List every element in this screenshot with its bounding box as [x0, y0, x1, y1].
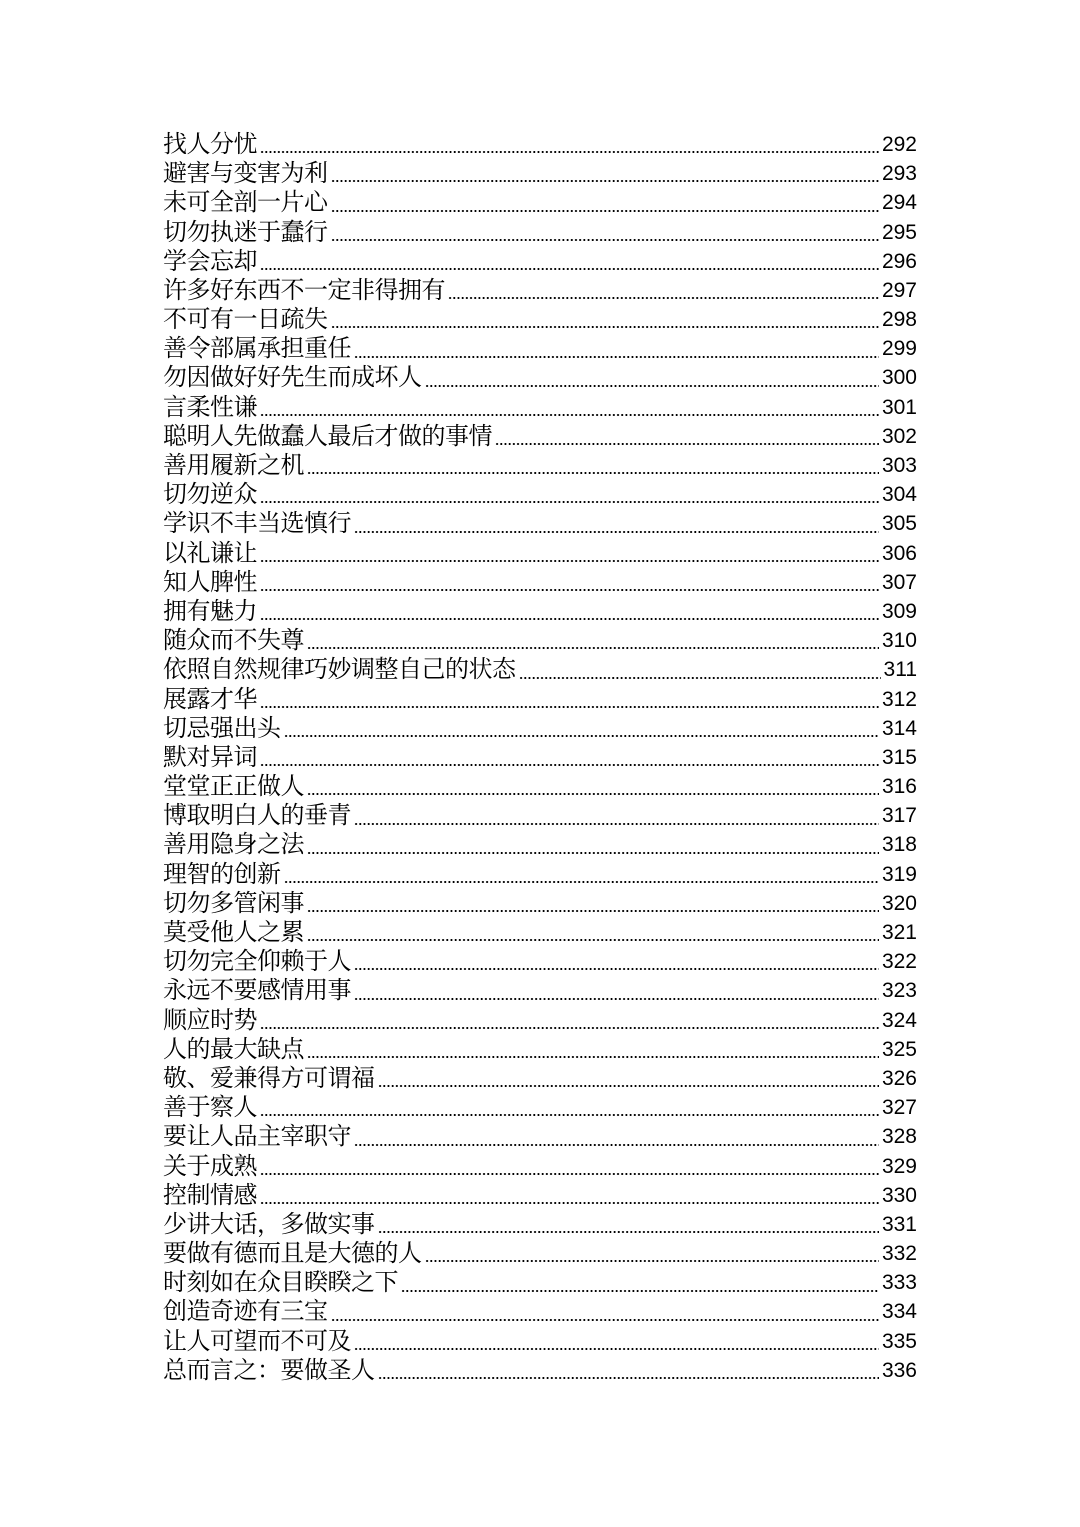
toc-entry-title: 少讲大话，多做实事: [163, 1209, 375, 1238]
toc-entry[interactable]: [163, 831, 917, 860]
toc-entry-title: 聪明人先做蠢人最后才做的事情: [163, 421, 492, 450]
toc-entry-title: 善令部属承担重任: [163, 334, 351, 363]
table-of-contents: [163, 130, 917, 1385]
dot-leader: [378, 1214, 879, 1234]
toc-entry-title: 莫受他人之累: [163, 918, 304, 947]
toc-entry-title: 许多好东西不一定非得拥有: [163, 275, 445, 304]
toc-entry-title: 控制情感: [163, 1180, 257, 1209]
toc-entry-page-number: 330: [881, 1183, 917, 1207]
toc-entry-title: 顺应时势: [163, 1005, 257, 1034]
toc-entry-title: 学识不丰当选慎行: [163, 509, 351, 538]
toc-entry-page-number: 312: [881, 687, 917, 711]
toc-entry[interactable]: [163, 364, 917, 393]
dot-leader: [425, 368, 879, 388]
toc-entry-page-number: 329: [881, 1154, 917, 1178]
dot-leader: [260, 251, 879, 271]
dot-leader: [331, 222, 879, 242]
toc-entry-page-number: 321: [881, 921, 917, 945]
toc-entry-page-number: 320: [881, 891, 917, 915]
toc-entry-title: 避害与变害为利: [163, 159, 328, 188]
toc-entry-title: 要做有德而且是大德的人: [163, 1239, 422, 1268]
toc-entry[interactable]: [163, 1064, 917, 1093]
toc-entry-page-number: 303: [881, 454, 917, 478]
toc-entry-title: 言柔性谦: [163, 392, 257, 421]
toc-entry[interactable]: [163, 218, 917, 247]
toc-entry-title: 敬、爱兼得方可谓福: [163, 1063, 375, 1092]
toc-entry-page-number: 323: [881, 979, 917, 1003]
toc-entry[interactable]: [163, 276, 917, 305]
dot-leader: [260, 543, 879, 563]
dot-leader: [425, 1243, 879, 1263]
toc-entry[interactable]: [163, 480, 917, 509]
toc-entry-title: 切勿多管闲事: [163, 888, 304, 917]
dot-leader: [354, 951, 879, 971]
toc-entry[interactable]: [163, 1239, 917, 1268]
toc-entry-title: 永远不要感情用事: [163, 976, 351, 1005]
toc-entry[interactable]: [163, 918, 917, 947]
toc-entry-title: 展露才华: [163, 684, 257, 713]
toc-entry-title: 以礼谦让: [163, 538, 257, 567]
toc-entry[interactable]: [163, 422, 917, 451]
dot-leader: [260, 484, 879, 504]
toc-entry[interactable]: [163, 539, 917, 568]
toc-entry[interactable]: [163, 1152, 917, 1181]
toc-entry[interactable]: [163, 772, 917, 801]
toc-entry-page-number: 309: [881, 599, 917, 623]
toc-entry[interactable]: [163, 1093, 917, 1122]
dot-leader: [260, 1010, 879, 1030]
dot-leader: [260, 601, 879, 621]
toc-entry-page-number: 292: [881, 132, 917, 156]
toc-entry-title: 随众而不失尊: [163, 626, 304, 655]
toc-entry[interactable]: [163, 947, 917, 976]
toc-entry[interactable]: [163, 451, 917, 480]
toc-entry-title: 善于察人: [163, 1093, 257, 1122]
toc-entry-page-number: 310: [881, 629, 917, 653]
toc-entry-title: 善用隐身之法: [163, 830, 304, 859]
toc-entry-title: 依照自然规律巧妙调整自己的状态: [163, 655, 516, 684]
dot-leader: [260, 572, 879, 592]
toc-entry-page-number: 300: [881, 366, 917, 390]
toc-entry-page-number: 311: [883, 658, 917, 682]
dot-leader: [354, 806, 879, 826]
toc-entry-page-number: 306: [881, 541, 917, 565]
toc-entry-title: 勿因做好好先生而成坏人: [163, 363, 422, 392]
toc-entry-page-number: 333: [881, 1271, 917, 1295]
toc-entry-title: 人的最大缺点: [163, 1034, 304, 1063]
toc-entry-title: 博取明白人的垂青: [163, 801, 351, 830]
dot-leader: [331, 1302, 879, 1322]
toc-entry-page-number: 319: [881, 862, 917, 886]
toc-entry[interactable]: [163, 597, 917, 626]
dot-leader: [331, 163, 879, 183]
toc-entry[interactable]: [163, 714, 917, 743]
toc-entry-title: 总而言之：要做圣人: [163, 1355, 375, 1384]
toc-entry-title: 知人脾性: [163, 567, 257, 596]
toc-entry-title: 找人分忧: [163, 129, 257, 158]
dot-leader: [354, 981, 879, 1001]
dot-leader: [307, 455, 879, 475]
dot-leader: [307, 835, 879, 855]
toc-entry-title: 理智的创新: [163, 859, 281, 888]
toc-entry-page-number: 295: [881, 220, 917, 244]
toc-entry-title: 切勿完全仰赖于人: [163, 947, 351, 976]
toc-entry[interactable]: [163, 860, 917, 889]
toc-entry-title: 拥有魅力: [163, 596, 257, 625]
toc-entry[interactable]: [163, 889, 917, 918]
dot-leader: [260, 397, 879, 417]
toc-entry[interactable]: [163, 130, 917, 159]
toc-entry-title: 不可有一日疏失: [163, 305, 328, 334]
toc-entry-page-number: 299: [881, 337, 917, 361]
dot-leader: [495, 426, 879, 446]
toc-entry-title: 要让人品主宰职守: [163, 1122, 351, 1151]
dot-leader: [284, 718, 879, 738]
toc-entry-page-number: 293: [881, 162, 917, 186]
toc-entry-page-number: 335: [881, 1329, 917, 1353]
toc-entry[interactable]: [163, 1122, 917, 1151]
dot-leader: [331, 193, 879, 213]
dot-leader: [260, 1156, 879, 1176]
toc-entry[interactable]: [163, 655, 917, 684]
dot-leader: [307, 1039, 879, 1059]
toc-entry-page-number: 294: [881, 191, 917, 215]
toc-entry[interactable]: [163, 626, 917, 655]
toc-entry-page-number: 336: [881, 1358, 917, 1382]
toc-entry[interactable]: [163, 1210, 917, 1239]
toc-entry[interactable]: [163, 685, 917, 714]
toc-entry[interactable]: [163, 393, 917, 422]
toc-entry[interactable]: [163, 1268, 917, 1297]
dot-leader: [354, 1127, 879, 1147]
toc-entry-page-number: 325: [881, 1037, 917, 1061]
toc-entry-page-number: 307: [881, 570, 917, 594]
toc-entry[interactable]: [163, 334, 917, 363]
dot-leader: [519, 660, 881, 680]
toc-entry[interactable]: [163, 743, 917, 772]
toc-entry-title: 善用履新之机: [163, 451, 304, 480]
dot-leader: [260, 1185, 879, 1205]
toc-entry-page-number: 334: [881, 1300, 917, 1324]
dot-leader: [354, 1331, 879, 1351]
toc-entry-title: 堂堂正正做人: [163, 772, 304, 801]
dot-leader: [378, 1360, 879, 1380]
toc-entry-title: 切勿逆众: [163, 480, 257, 509]
dot-leader: [284, 864, 879, 884]
toc-entry-page-number: 327: [881, 1096, 917, 1120]
toc-entry-title: 默对异词: [163, 742, 257, 771]
toc-entry-title: 时刻如在众目睽睽之下: [163, 1268, 398, 1297]
dot-leader: [260, 747, 879, 767]
toc-entry-page-number: 332: [881, 1242, 917, 1266]
dot-leader: [260, 1097, 879, 1117]
dot-leader: [401, 1273, 879, 1293]
dot-leader: [354, 339, 879, 359]
dot-leader: [354, 514, 879, 534]
dot-leader: [307, 776, 879, 796]
toc-entry-page-number: 302: [881, 424, 917, 448]
toc-entry-page-number: 324: [881, 1008, 917, 1032]
toc-entry[interactable]: [163, 976, 917, 1005]
toc-entry[interactable]: [163, 568, 917, 597]
toc-entry[interactable]: [163, 1006, 917, 1035]
toc-entry-page-number: 331: [881, 1212, 917, 1236]
toc-entry-page-number: 301: [881, 395, 917, 419]
toc-entry-page-number: 317: [881, 804, 917, 828]
toc-entry-page-number: 326: [881, 1066, 917, 1090]
toc-entry[interactable]: [163, 247, 917, 276]
toc-entry-page-number: 297: [881, 278, 917, 302]
toc-entry-page-number: 328: [881, 1125, 917, 1149]
toc-entry-title: 关于成熟: [163, 1151, 257, 1180]
toc-entry[interactable]: [163, 1327, 917, 1356]
toc-entry-page-number: 298: [881, 308, 917, 332]
toc-entry-page-number: 314: [881, 716, 917, 740]
toc-entry-title: 未可全剖一片心: [163, 188, 328, 217]
toc-entry-page-number: 296: [881, 249, 917, 273]
dot-leader: [260, 689, 879, 709]
dot-leader: [260, 134, 879, 154]
toc-entry[interactable]: [163, 1298, 917, 1327]
toc-entry-page-number: 318: [881, 833, 917, 857]
toc-entry-page-number: 305: [881, 512, 917, 536]
toc-entry-title: 让人可望而不可及: [163, 1326, 351, 1355]
dot-leader: [307, 893, 879, 913]
toc-entry-page-number: 322: [881, 950, 917, 974]
toc-entry[interactable]: [163, 159, 917, 188]
toc-entry-title: 学会忘却: [163, 246, 257, 275]
dot-leader: [331, 309, 879, 329]
toc-entry[interactable]: [163, 188, 917, 217]
toc-entry-page-number: 304: [881, 483, 917, 507]
dot-leader: [307, 630, 879, 650]
toc-entry[interactable]: [163, 1035, 917, 1064]
dot-leader: [307, 922, 879, 942]
dot-leader: [378, 1068, 879, 1088]
toc-entry[interactable]: [163, 305, 917, 334]
toc-entry-page-number: 315: [881, 745, 917, 769]
toc-entry-title: 切忌强出头: [163, 713, 281, 742]
toc-entry-title: 切勿执迷于蠢行: [163, 217, 328, 246]
toc-entry-title: 创造奇迹有三宝: [163, 1297, 328, 1326]
toc-entry[interactable]: [163, 1356, 917, 1385]
toc-entry[interactable]: [163, 801, 917, 830]
toc-entry[interactable]: [163, 1181, 917, 1210]
toc-entry-page-number: 316: [881, 775, 917, 799]
dot-leader: [448, 280, 879, 300]
toc-entry[interactable]: [163, 509, 917, 538]
